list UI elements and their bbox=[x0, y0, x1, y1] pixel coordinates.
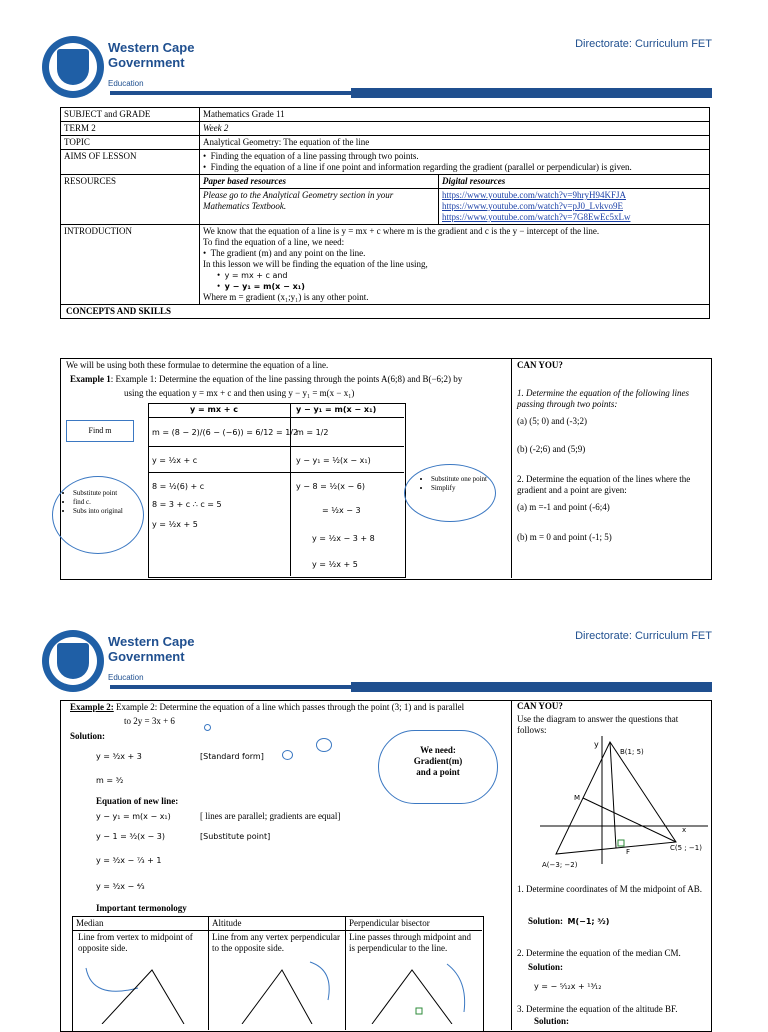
header-bar-2 bbox=[110, 682, 712, 696]
left-bubble: • Substitute point • find c. • Subs into original bbox=[52, 476, 144, 554]
q1-solution: Solution: M(−1; ³⁄₂) bbox=[528, 916, 610, 926]
label-y: y bbox=[594, 740, 599, 749]
wcg-logo-2 bbox=[42, 630, 104, 692]
label-x: x bbox=[682, 826, 687, 834]
find-m-callout: Find m bbox=[66, 420, 134, 442]
org-name-2: Western Cape Government bbox=[108, 634, 195, 664]
label-M: M bbox=[574, 794, 581, 802]
right-bubble: • Substitute one point • Simplify bbox=[404, 464, 496, 522]
digital-links bbox=[439, 189, 710, 225]
lesson-meta-table: SUBJECT and GRADE Mathematics Grade 11 TERM 2 Week 2 TOPIC Analytical Geometry: The equation of the line AIMS OF LESSON • Finding the equation of a line passing through two points. • Finding the equation of a line if one point and information regarding the gradient (parallel or perpendicular) is given. RESOURCES Paper based resources Digital resources Please go to the Analytical Geometry section in your Mathematics Textbook. https://www.youtube.com/watch?v=9hryH94KFJA https://www.youtube.com/watch?v=pJ0_Lvkvo9E https://www.youtube.com/watch?v=7G8EwEc5xLw INTRODUCTION We know that the equation of a line is y = mx + c where m is the gradient and c is the y − intercept of the line. To find the equation of a line, we need: • The gradient (m) and any point on the line. In this lesson we will be finding the equation of the line using, • y = mx + c and • y − y₁ = m(x − x₁) Where m = gradient (x₁;y₁) is any other point. CONCEPTS AND SKILLS bbox=[60, 107, 710, 319]
aims: • Finding the equation of a line passing through two points. • Finding the equation of a line if one point and information regarding the gradient (parallel or perpendicular) is given. bbox=[200, 150, 710, 175]
label-F: F bbox=[626, 848, 631, 856]
dept-name: Education bbox=[108, 79, 144, 88]
video-link-3[interactable]: https://www.youtube.com/watch?v=7G8EwEc5xLw bbox=[442, 212, 631, 222]
video-link-2[interactable]: https://www.youtube.com/watch?v=pJ0_Lvkvo9E bbox=[442, 201, 623, 211]
label-C: C(5 ; −1) bbox=[670, 844, 702, 852]
header-bar bbox=[110, 88, 712, 102]
concepts-intro: We will be using both these formulae to determine the equation of a line. bbox=[66, 360, 329, 370]
example-2: Example 2: Example 2: Determine the equation of a line which passes through the point (3; 1) and is parallel bbox=[70, 702, 465, 712]
org-name: Western Cape Government bbox=[108, 40, 195, 70]
triangle-diagram bbox=[536, 736, 712, 872]
introduction: We know that the equation of a line is y = mx + c where m is the gradient and c is the y − intercept of the line. To find the equation of a line, we need: • The gradient (m) and any point on the line. In this lesson we will be finding the equation of the line using, • y = mx + c and • y − y₁ = m(x − x₁) Where m = gradient (x₁;y₁) is any other point. bbox=[200, 225, 710, 305]
need-cloud: We need: Gradient(m) and a point bbox=[378, 730, 498, 804]
wcg-logo bbox=[42, 36, 104, 98]
example-1: Example 1: Example 1: Determine the equation of the line passing through the points A(6;8) and B(−6;2) by bbox=[70, 374, 463, 384]
video-link-1[interactable]: https://www.youtube.com/watch?v=9hryH94KFJA bbox=[442, 190, 626, 200]
directorate: Directorate: Curriculum FET bbox=[575, 38, 712, 50]
label-A: A(−3; −2) bbox=[542, 861, 578, 869]
terminology-sketches bbox=[72, 960, 482, 1024]
label-B: B(1; 5) bbox=[620, 748, 644, 756]
